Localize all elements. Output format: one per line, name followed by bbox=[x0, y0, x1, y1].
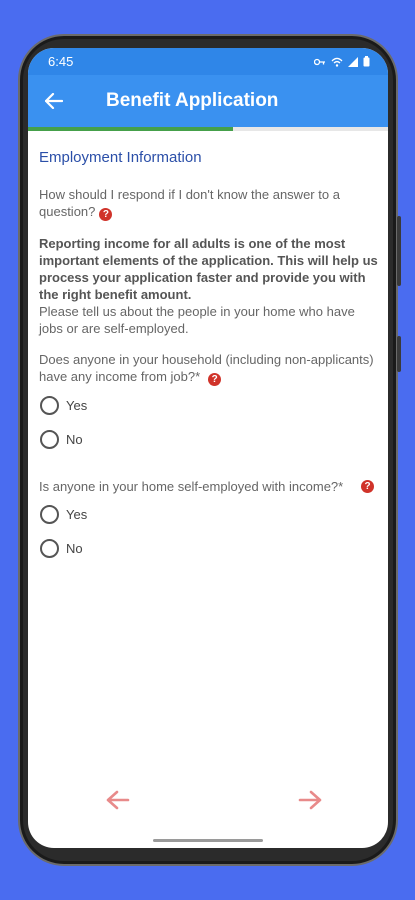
required-mark: * bbox=[338, 479, 344, 494]
wifi-icon bbox=[331, 57, 343, 67]
next-button[interactable] bbox=[298, 790, 322, 815]
radio-button[interactable] bbox=[40, 430, 59, 449]
help-question-row bbox=[39, 186, 378, 221]
option-label: Yes bbox=[66, 506, 88, 522]
option-label: No bbox=[66, 540, 83, 556]
question-text-row bbox=[39, 478, 378, 495]
previous-button[interactable] bbox=[106, 790, 130, 815]
help-icon[interactable]: ? bbox=[208, 373, 221, 386]
intro-text: Please tell us about the people in your home who have jobs or are self-employed. bbox=[39, 304, 355, 336]
progress-fill bbox=[28, 127, 233, 131]
status-icons bbox=[314, 56, 370, 67]
radio-button[interactable] bbox=[40, 396, 59, 415]
question-self-employed bbox=[39, 478, 378, 563]
question-text-row bbox=[39, 351, 378, 386]
vpn-key-icon bbox=[314, 58, 326, 66]
radio-option-no[interactable] bbox=[39, 533, 378, 563]
signal-icon bbox=[348, 57, 358, 67]
status-time: 6:45 bbox=[48, 54, 74, 69]
arrow-right-icon bbox=[298, 790, 322, 810]
arrow-left-icon bbox=[106, 790, 130, 810]
section-title: Employment Information bbox=[39, 149, 202, 166]
question-text: Is anyone in your home self-employed with income? bbox=[39, 479, 339, 494]
page-title: Benefit Application bbox=[106, 90, 279, 111]
arrow-left-icon bbox=[45, 93, 63, 109]
radio-option-yes[interactable] bbox=[39, 390, 378, 420]
screen bbox=[28, 48, 388, 848]
battery-icon bbox=[363, 56, 370, 67]
back-button[interactable] bbox=[42, 89, 66, 113]
app-bar bbox=[28, 75, 388, 127]
required-mark: * bbox=[195, 369, 201, 384]
help-question-text: How should I respond if I don't know the answer to a question? bbox=[39, 187, 340, 219]
help-icon[interactable]: ? bbox=[99, 208, 112, 221]
side-button bbox=[397, 216, 401, 286]
bottom-navigation bbox=[28, 782, 388, 822]
radio-option-yes[interactable] bbox=[39, 499, 378, 529]
intro-bold-text: Reporting income for all adults is one of the most important elements of the application. This will help us process your application faster and provide you with the right benefit amount. bbox=[39, 236, 378, 302]
option-label: No bbox=[66, 431, 83, 447]
side-button bbox=[397, 336, 401, 372]
progress-bar bbox=[28, 127, 388, 131]
option-label: Yes bbox=[66, 397, 88, 413]
status-bar bbox=[28, 48, 388, 75]
question-text: Does anyone in your household (including non-applicants) have any income from job? bbox=[39, 352, 374, 384]
radio-button[interactable] bbox=[40, 539, 59, 558]
form-content bbox=[28, 131, 388, 563]
intro-block bbox=[39, 235, 378, 337]
home-indicator[interactable] bbox=[153, 839, 263, 842]
radio-button[interactable] bbox=[40, 505, 59, 524]
radio-option-no[interactable] bbox=[39, 424, 378, 454]
help-icon[interactable]: ? bbox=[361, 480, 374, 493]
question-job-income bbox=[39, 351, 378, 454]
